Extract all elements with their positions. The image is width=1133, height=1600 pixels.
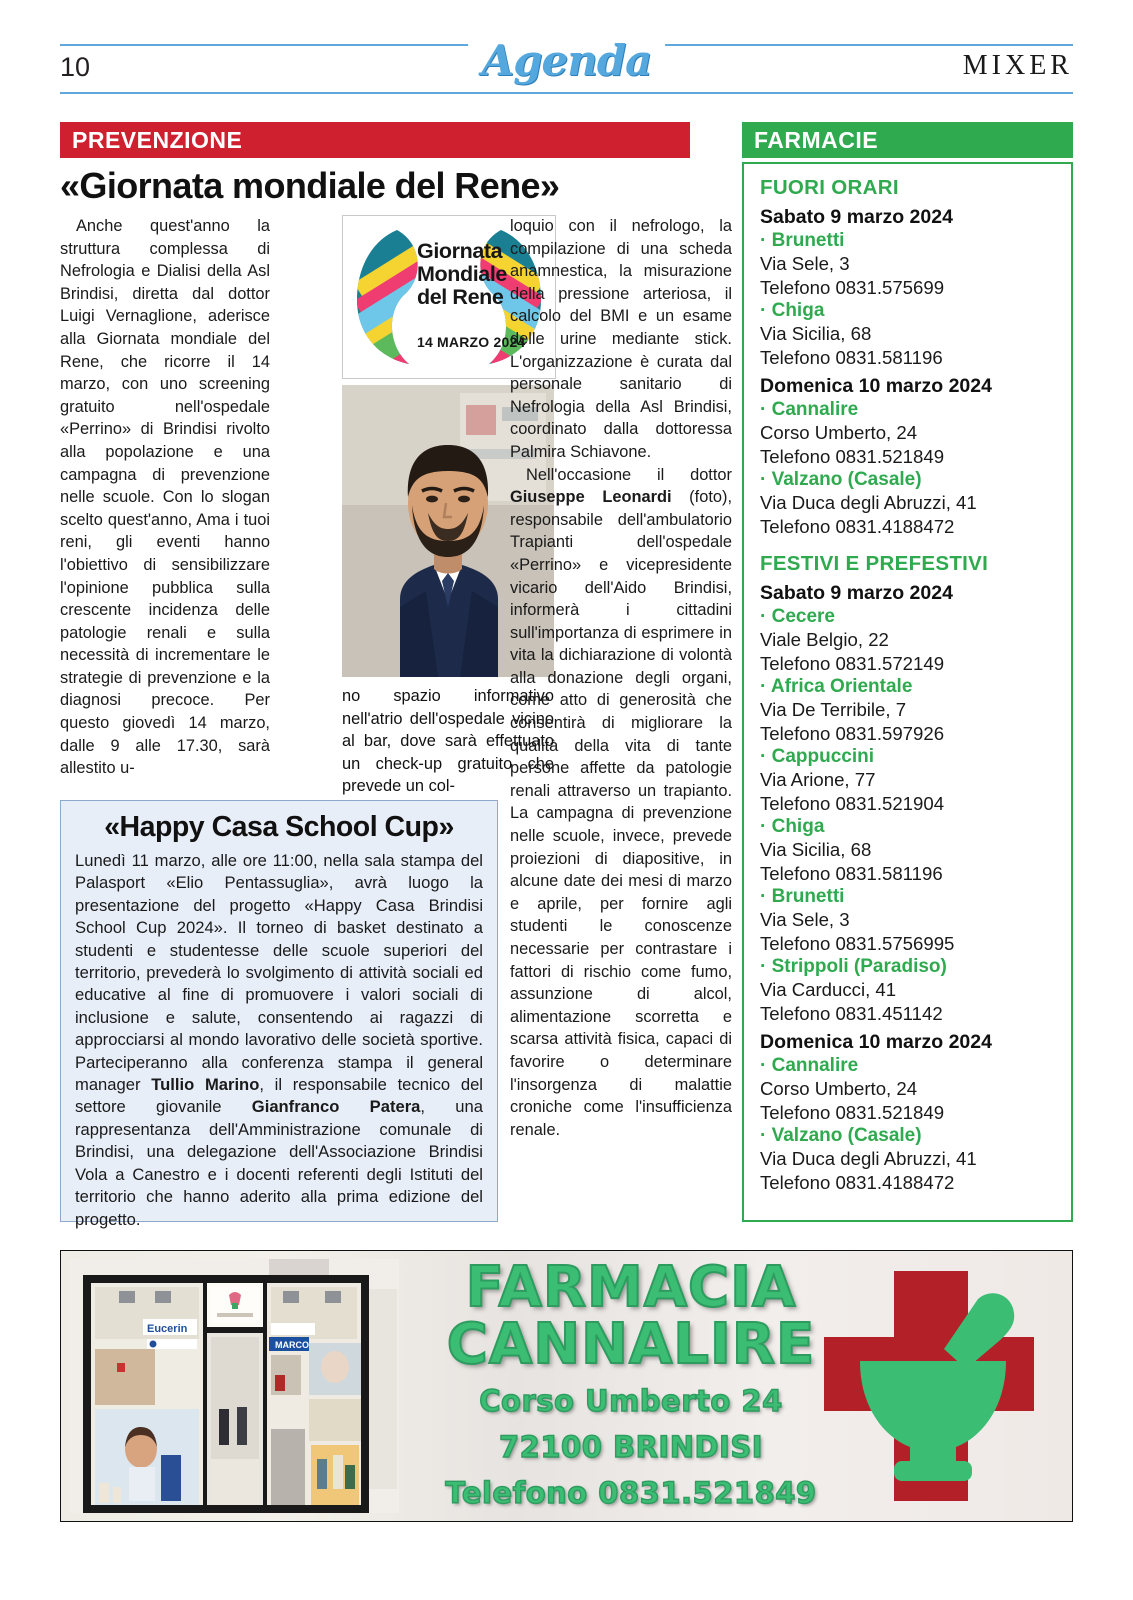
pharmacy-phone: Telefono 0831.597926: [760, 722, 945, 744]
pharmacy-address: Viale Belgio, 22: [760, 629, 889, 650]
pharmacy-date-heading: Sabato 9 marzo 2024: [760, 582, 953, 604]
pharmacy-address: Via Sicilia, 68: [760, 323, 872, 344]
advertisement-farmacia-cannalire[interactable]: [60, 1250, 1073, 1522]
happy-casa-school-cup-box: [60, 800, 498, 1229]
pharmacies-panel: [742, 162, 1073, 1222]
article-body-col3-b: [510, 464, 732, 1142]
pharmacy-name[interactable]: · Cappuccini: [760, 746, 875, 767]
logo-title-line1: Giornata: [417, 239, 503, 263]
advert-text-block: [421, 1255, 841, 1511]
svg-text:MARCO: MARCO: [275, 1340, 309, 1350]
pharmacy-phone: Telefono 0831.572149: [760, 652, 945, 674]
page-number: 10: [60, 52, 91, 82]
pharmacy-phone: Telefono 0831.581196: [760, 346, 943, 368]
svg-text:Eucerin: Eucerin: [147, 1323, 188, 1335]
advert-title-line2: CANNALIRE: [446, 1312, 816, 1377]
mortar-pestle-cross-logo: [816, 1265, 1046, 1507]
pharmacy-address: Via Carducci, 41: [760, 979, 897, 1000]
person-name-marino: Tullio Marino: [151, 1075, 260, 1095]
pharmacy-address: Corso Umberto, 24: [760, 422, 918, 443]
article-body-col1: Anche quest'anno la struttura complessa di Nefrologia e Dialisi della Asl Brindisi, diretta dal dottor Luigi Vernaglione, aderisce alla Giornata mondiale del Rene, che ricorre il 14 marzo, con uno screening gratuito nell'ospedale «Perrino» di Brindisi rivolto alla popolazione e una campagna di prevenzione nelle scuole. Con lo slogan scelto quest'anno, Ama i tuoi reni, gli eventi hanno l'obiettivo di sensibilizzare l'opinione pubblica sulla crescente incidenza delle patologie renali e sulla necessità di incrementare le strategie di prevenzione e la diagnosi precoce. Per questo giovedì 14 marzo, dalle 9 alle 17.30, sarà allestito u-: [60, 217, 270, 778]
pharmacies-group2-list: [760, 582, 1055, 1194]
advert-city: 72100 BRINDISI: [498, 1430, 764, 1464]
pharmacy-phone: Telefono 0831.575699: [760, 276, 945, 298]
pharmacies-group1-list: [760, 206, 1055, 538]
pharmacy-address: Via Sele, 3: [760, 909, 850, 930]
pharmacies-group1-title: FUORI ORARI: [760, 176, 899, 199]
pharmacy-name[interactable]: · Africa Orientale: [760, 676, 913, 697]
masthead-rule-bottom: [60, 92, 1073, 94]
happy-casa-title: «Happy Casa School Cup»: [104, 811, 454, 843]
pharmacy-name[interactable]: · Brunetti: [760, 230, 845, 251]
pharmacy-phone: Telefono 0831.521904: [760, 792, 945, 814]
pharmacy-phone: Telefono 0831.581196: [760, 862, 943, 884]
pharmacy-address: Via Duca degli Abruzzi, 41: [760, 492, 977, 513]
col3-post: (foto), responsabile dell'ambulatorio Trapianti dell'ospedale «Perrino» e vicepresidente vicario dell'Aido Brindisi, informerà i cittadini sull'importanza di esprimere in vita la dichiarazione di volontà alla donazione degli organi, come atto di generosità che consentirà di migliorare la qualità della vita di tante persone affette da patologie renali attraverso un trapianto. La campagna di prevenzione nelle scuole, invece, prevede proiezioni di diapositive, in alcune date dei mesi di marzo e aprile, per fornire agli studenti le conoscenze necessarie per contrastare i fattori di rischio come fumo, assunzione di alcol, alimentazione scorretta e scarsa attività fisica, capaci di favorire o determinare l'insorgenza di malattie croniche come l'insufficienza renale.: [510, 488, 732, 1139]
masthead-title: Agenda: [468, 36, 666, 85]
pharmacy-date-heading: Domenica 10 marzo 2024: [760, 1031, 992, 1053]
pharmacy-phone: Telefono 0831.5756995: [760, 932, 955, 954]
pharmacy-address: Via Arione, 77: [760, 769, 876, 790]
pharmacies-group2-title: FESTIVI E PREFESTIVI: [760, 552, 989, 575]
pharmacy-phone: Telefono 0831.451142: [760, 1002, 943, 1024]
pharmacy-storefront-photo: [69, 1259, 399, 1513]
pharmacy-name[interactable]: · Strippoli (Paradiso): [760, 956, 947, 977]
col3-pre: Nell'occasione il dottor: [526, 465, 732, 484]
logo-title-line2: Mondiale: [417, 262, 507, 286]
pharmacy-date-heading: Sabato 9 marzo 2024: [760, 206, 953, 228]
pharmacy-name[interactable]: · Cecere: [760, 606, 835, 627]
pharmacy-name[interactable]: · Cannalire: [760, 399, 859, 420]
logo-date: 14 MARZO 2024: [417, 334, 526, 350]
storefront-graphic: [69, 1259, 399, 1513]
masthead: [60, 36, 1073, 102]
pharmacy-address: Via Sele, 3: [760, 253, 850, 274]
publication-brand: MIXER: [962, 50, 1073, 81]
logo-title-line3: del Rene: [417, 285, 504, 309]
pharmacy-address: Via Duca degli Abruzzi, 41: [760, 1148, 977, 1169]
section-bar-prevenzione: PREVENZIONE: [60, 122, 690, 158]
section-bar-farmacie: FARMACIE: [742, 122, 1073, 158]
article-column-1: [60, 215, 270, 780]
pharmacy-date-heading: Domenica 10 marzo 2024: [760, 375, 992, 397]
pharmacy-name[interactable]: · Valzano (Casale): [760, 469, 922, 490]
person-name-leonardi: Giuseppe Leonardi: [510, 488, 672, 507]
pharmacy-name[interactable]: · Valzano (Casale): [760, 1125, 922, 1146]
advert-address: Corso Umberto 24: [479, 1384, 783, 1418]
pharmacy-address: Via Sicilia, 68: [760, 839, 872, 860]
pharmacy-phone: Telefono 0831.521849: [760, 1101, 945, 1123]
pharmacy-name[interactable]: · Brunetti: [760, 886, 845, 907]
pharmacy-phone: Telefono 0831.4188472: [760, 515, 955, 537]
pharmacy-address: Corso Umberto, 24: [760, 1078, 918, 1099]
pharmacy-address: Via De Terribile, 7: [760, 699, 907, 720]
hc-pre: Lunedì 11 marzo, alle ore 11:00, nella sala stampa del Palasport «Elio Pentassuglia», avrà luogo la presentazione del progetto «Happy Casa Brindisi School Cup 2024». Il torneo di basket destinato a studenti e studentesse delle scuole superiori del territorio, prevederà lo svolgimento di attività sociali ed educative al fine di promuovere i valori sociali di inclusione e salute, consentendo ai ragazzi di approcciarsi al mondo lavorativo delle società sportive. Parteciperanno alla conferenza stampa il general manager: [75, 851, 483, 1095]
happy-casa-body: [75, 850, 483, 1231]
article-headline: «Giornata mondiale del Rene»: [60, 165, 560, 206]
pharmacy-phone: Telefono 0831.521849: [760, 445, 945, 467]
hc-post: , una rappresentanza dell'Amministrazione comunale di Brindisi, una delegazione dell'Associazione Brindisi Vola a Canestro e i docenti referenti degli Istituti del territorio che hanno aderito alla prima edizione del progetto.: [75, 1097, 483, 1229]
advert-phone: Telefono 0831.521849: [445, 1476, 817, 1510]
advert-title-line1: FARMACIA: [465, 1255, 797, 1320]
pharmacy-name[interactable]: · Cannalire: [760, 1055, 859, 1076]
person-name-patera: Gianfranco Patera: [251, 1097, 421, 1117]
pharmacy-name[interactable]: · Chiga: [760, 816, 825, 837]
article-body-col3-a: loquio con il nefrologo, la compilazione di una scheda anamnestica, la misurazione della pressione arteriosa, il calcolo del BMI e un esame delle urine mediante stick. L'organizzazione è curata dal personale sanitario di Nefrologia della Asl Brindisi, coordinato dalla dottoressa Palmira Schiavone.: [510, 217, 732, 461]
article-column-2-text: no spazio informativo nell'atrio dell'ospedale vicino al bar, dove sarà effettuato un check-up gratuito che prevede un col-: [342, 687, 554, 796]
article-column-3: [510, 215, 732, 1141]
hc-mid: , il responsabile tecnico del settore giovanile: [75, 1075, 483, 1117]
pharmacy-name[interactable]: · Chiga: [760, 300, 825, 321]
pharmacy-cross-icon: [816, 1265, 1046, 1507]
pharmacy-phone: Telefono 0831.4188472: [760, 1171, 955, 1193]
